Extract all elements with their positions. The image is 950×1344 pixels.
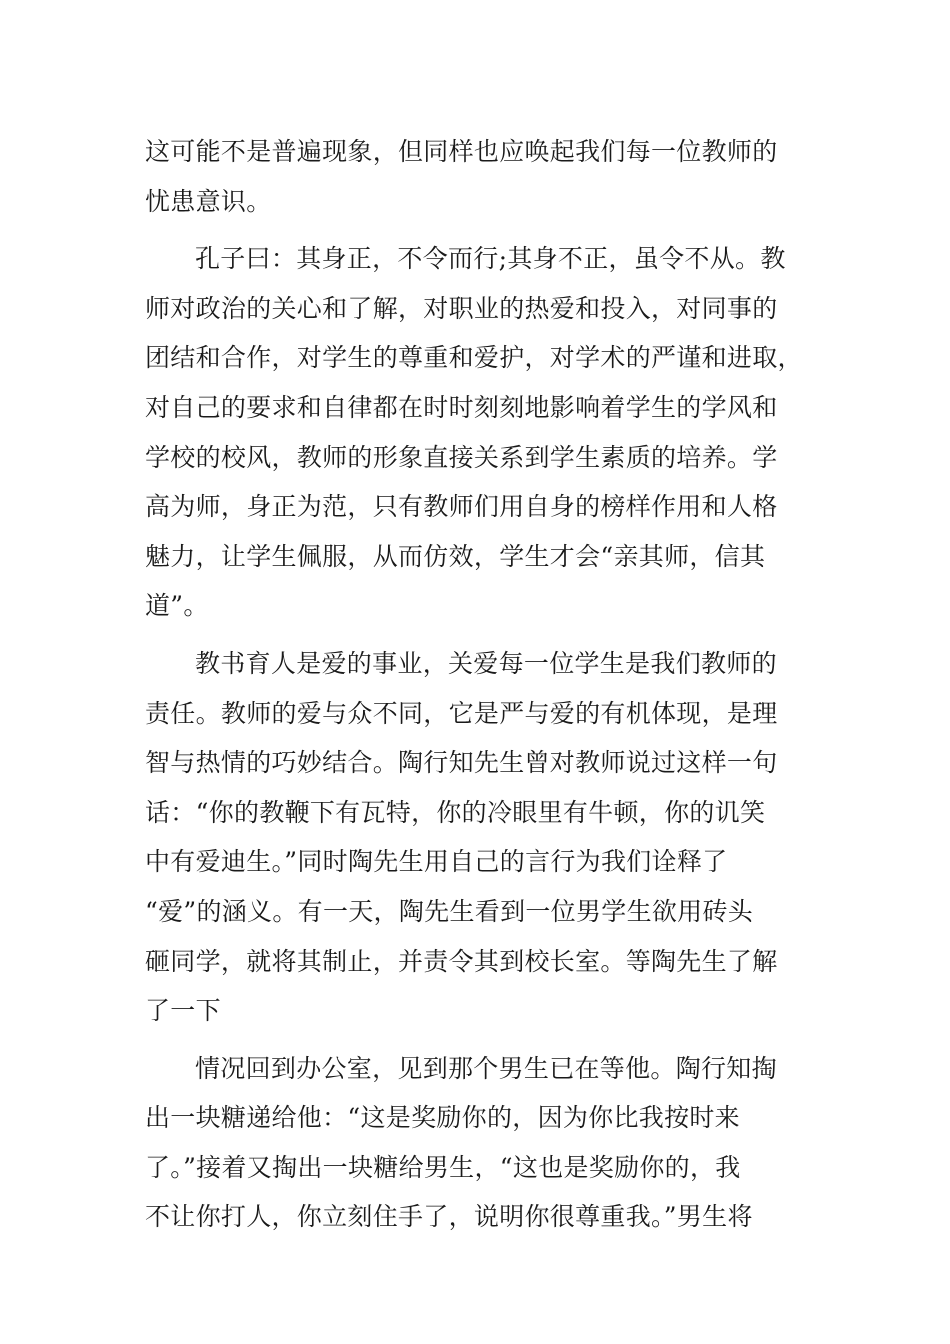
text-line: 学校的校风，教师的形象直接关系到学生素质的培养。学 (145, 442, 778, 472)
text-line: 了一下 (145, 996, 221, 1026)
text-line: 教书育人是爱的事业，关爱每一位学生是我们教师的 (195, 648, 777, 678)
text-line: 团结和合作，对学生的尊重和爱护，对学术的严谨和进取， (145, 343, 803, 373)
text-line: 中有爱迪生。”同时陶先生用自己的言行为我们诠释了 (145, 847, 728, 877)
text-line: “爱”的涵义。有一天，陶先生看到一位男学生欲用砖头 (145, 896, 754, 926)
document-body (145, 127, 805, 1242)
text-line: 出一块糖递给他：“这是奖励你的，因为你比我按时来 (145, 1103, 740, 1133)
text-line: 高为师，身正为范，只有教师们用自身的榜样作用和人格 (145, 492, 778, 522)
paragraph-3 (145, 639, 805, 1036)
text-line: 对自己的要求和自律都在时时刻刻地影响着学生的学风和 (145, 392, 778, 422)
text-line: 智与热情的巧妙结合。陶行知先生曾对教师说过这样一句 (145, 748, 778, 778)
text-line: 魅力，让学生佩服，从而仿效，学生才会“亲其师，信其 (145, 541, 766, 571)
text-line: 这可能不是普遍现象，但同样也应唤起我们每一位教师的 (145, 137, 778, 166)
text-line: 了。”接着又掏出一块糖给男生，“这也是奖励你的，我 (145, 1152, 741, 1182)
paragraph-4 (145, 1044, 805, 1242)
text-line: 情况回到办公室，见到那个男生已在等他。陶行知掏 (195, 1053, 777, 1083)
text-line: 责任。教师的爱与众不同，它是严与爱的有机体现，是理 (145, 698, 778, 728)
paragraph-2 (145, 234, 805, 631)
text-line: 忧患意识。 (145, 186, 272, 216)
text-line: 师对政治的关心和了解，对职业的热爱和投入，对同事的 (145, 293, 778, 323)
text-line: 孔子曰：其身正，不令而行;其身不正，虽令不从。教 (195, 244, 786, 274)
paragraph-1 (145, 127, 805, 226)
text-line: 不让你打人，你立刻住手了，说明你很尊重我。”男生将 (145, 1202, 753, 1232)
text-line: 道”。 (145, 591, 209, 621)
text-line: 话：“你的教鞭下有瓦特，你的冷眼里有牛顿，你的讥笑 (145, 797, 766, 827)
text-line: 砸同学，就将其制止，并责令其到校长室。等陶先生了解 (145, 946, 778, 976)
